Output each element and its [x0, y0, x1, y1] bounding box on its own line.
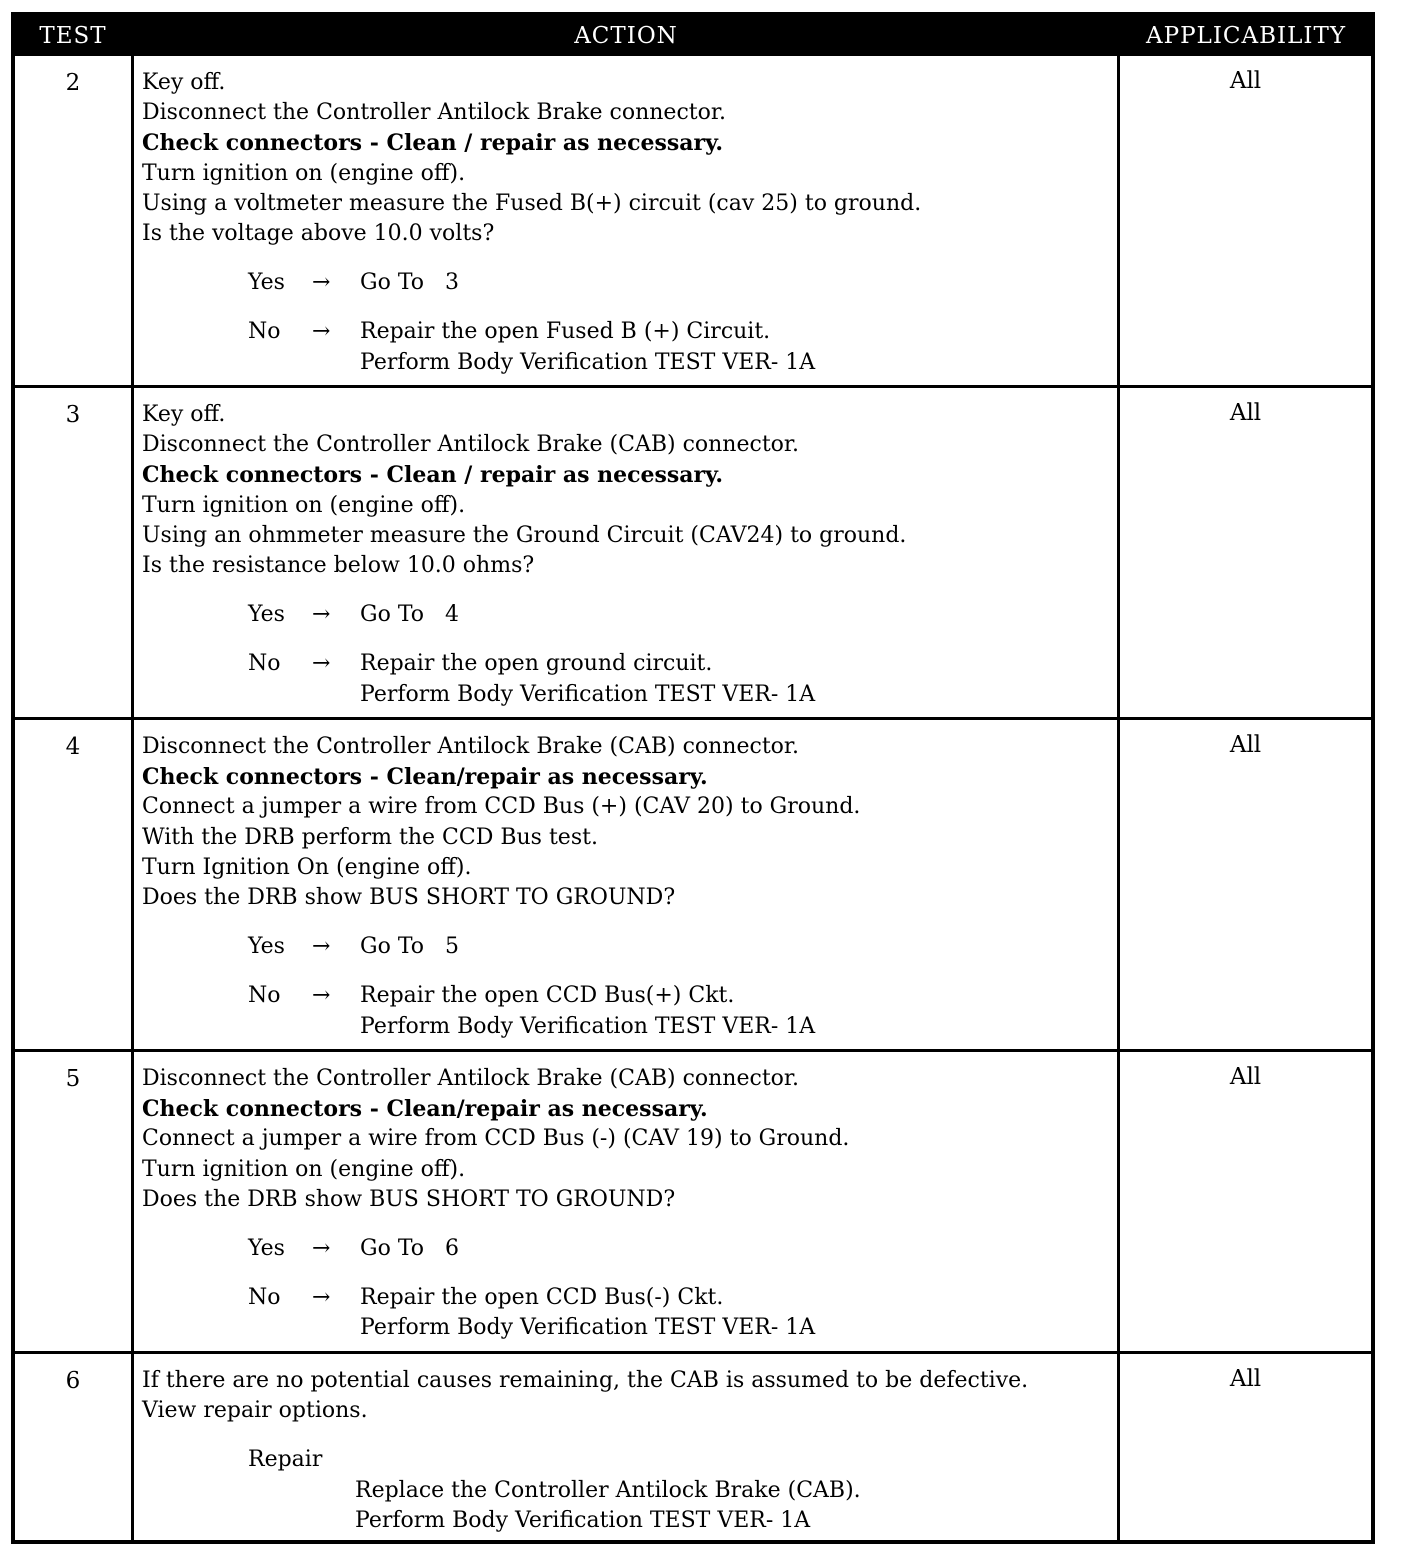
header-applicability: APPLICABILITY [1146, 23, 1346, 49]
no-text: Repair the open CCD Bus(+) Ckt. [360, 983, 735, 1009]
yes-text: Go To 6 [360, 1236, 459, 1262]
action-line: With the DRB perform the CCD Bus test. [142, 824, 598, 850]
no-outcome [142, 1283, 1112, 1343]
test-number: 6 [65, 1368, 81, 1394]
verification-text: Perform Body Verification TEST VER- 1A [355, 1507, 811, 1533]
applicability-cell: All [1229, 1064, 1262, 1090]
no-text: Repair the open Fused B (+) Circuit. [360, 319, 771, 345]
action-line: Does the DRB show BUS SHORT TO GROUND? [142, 885, 676, 911]
action-line: If there are no potential causes remaining, the CAB is assumed to be defective. [142, 1368, 1029, 1393]
arrow-right-icon: → [312, 270, 331, 296]
no-label: No [248, 1285, 281, 1311]
arrow-right-icon: → [312, 1236, 331, 1262]
action-line: Does the DRB show BUS SHORT TO GROUND? [142, 1186, 676, 1212]
repair-label: Repair [248, 1447, 323, 1473]
arrow-right-icon: → [312, 651, 331, 677]
table-row [15, 1351, 1371, 1544]
action-cell [142, 1064, 1112, 1344]
verification-text: Perform Body Verification TEST VER- 1A [360, 1315, 816, 1341]
applicability-cell: All [1229, 400, 1262, 426]
applicability-cell: All [1229, 1366, 1262, 1392]
header-action: ACTION [574, 23, 678, 49]
action-line: Key off. [142, 70, 226, 95]
repair-text: Replace the Controller Antilock Brake (CAB). [355, 1477, 861, 1503]
table-row [15, 385, 1371, 719]
action-line: Disconnect the Controller Antilock Brake (CAB) connector. [142, 432, 799, 458]
action-line: Disconnect the Controller Antilock Brake (CAB) connector. [142, 1066, 799, 1091]
action-line: Turn ignition on (engine off). [142, 160, 466, 186]
arrow-right-icon: → [312, 319, 331, 345]
action-line: Turn Ignition On (engine off). [142, 854, 472, 880]
no-text: Repair the open ground circuit. [360, 651, 713, 677]
action-line: Connect a jumper a wire from CCD Bus (+) (CAV 20) to Ground. [142, 794, 861, 820]
action-line-bold: Check connectors - Clean/repair as necessary. [142, 764, 708, 791]
action-line: Using an ohmmeter measure the Ground Circuit (CAV24) to ground. [142, 522, 907, 548]
no-outcome [142, 981, 1112, 1041]
arrow-right-icon: → [312, 934, 331, 960]
action-cell [142, 68, 1112, 378]
no-text: Repair the open CCD Bus(-) Ckt. [360, 1285, 724, 1311]
test-number: 4 [65, 734, 81, 760]
verification-text: Perform Body Verification TEST VER- 1A [360, 1013, 816, 1039]
test-number: 3 [65, 402, 81, 428]
action-line: Is the voltage above 10.0 volts? [142, 221, 495, 247]
table-row [15, 717, 1371, 1051]
verification-text: Perform Body Verification TEST VER- 1A [360, 681, 816, 707]
action-line-bold: Check connectors - Clean/repair as necessary. [142, 1096, 708, 1123]
yes-outcome [142, 268, 1112, 298]
action-cell [142, 400, 1112, 710]
applicability-cell: All [1229, 68, 1262, 94]
no-label: No [248, 651, 281, 677]
arrow-right-icon: → [312, 602, 331, 628]
applicability-cell: All [1229, 732, 1262, 758]
yes-text: Go To 4 [360, 602, 459, 628]
action-cell [142, 732, 1112, 1042]
no-label: No [248, 983, 281, 1009]
yes-label: Yes [248, 270, 285, 296]
yes-text: Go To 3 [360, 270, 459, 296]
action-line: Turn ignition on (engine off). [142, 492, 466, 518]
no-label: No [248, 319, 281, 345]
yes-label: Yes [248, 1236, 285, 1262]
action-cell [142, 1366, 1112, 1536]
table-row [15, 53, 1371, 387]
yes-text: Go To 5 [360, 934, 459, 960]
yes-outcome [142, 600, 1112, 630]
action-line: Disconnect the Controller Antilock Brake (CAB) connector. [142, 734, 799, 759]
action-line: View repair options. [142, 1398, 368, 1424]
action-line-bold: Check connectors - Clean / repair as necessary. [142, 130, 724, 157]
no-outcome [142, 649, 1112, 709]
action-line: Connect a jumper a wire from CCD Bus (-) (CAV 19) to Ground. [142, 1126, 850, 1152]
header-test: TEST [39, 23, 107, 49]
arrow-right-icon: → [312, 983, 331, 1009]
arrow-right-icon: → [312, 1285, 331, 1311]
verification-text: Perform Body Verification TEST VER- 1A [360, 349, 816, 375]
table-header [15, 16, 1371, 56]
yes-outcome [142, 932, 1112, 962]
action-line: Is the resistance below 10.0 ohms? [142, 553, 535, 579]
test-number: 5 [65, 1066, 81, 1092]
yes-outcome [142, 1234, 1112, 1264]
test-number: 2 [65, 70, 81, 96]
no-outcome [142, 317, 1112, 377]
action-line: Key off. [142, 402, 226, 427]
diagnostic-test-table [11, 12, 1375, 1544]
table-row [15, 1049, 1371, 1353]
action-line-bold: Check connectors - Clean / repair as necessary. [142, 462, 724, 489]
action-line: Using a voltmeter measure the Fused B(+) circuit (cav 25) to ground. [142, 190, 922, 216]
yes-label: Yes [248, 602, 285, 628]
yes-label: Yes [248, 934, 285, 960]
action-line: Turn ignition on (engine off). [142, 1156, 466, 1182]
action-line: Disconnect the Controller Antilock Brake connector. [142, 100, 726, 126]
